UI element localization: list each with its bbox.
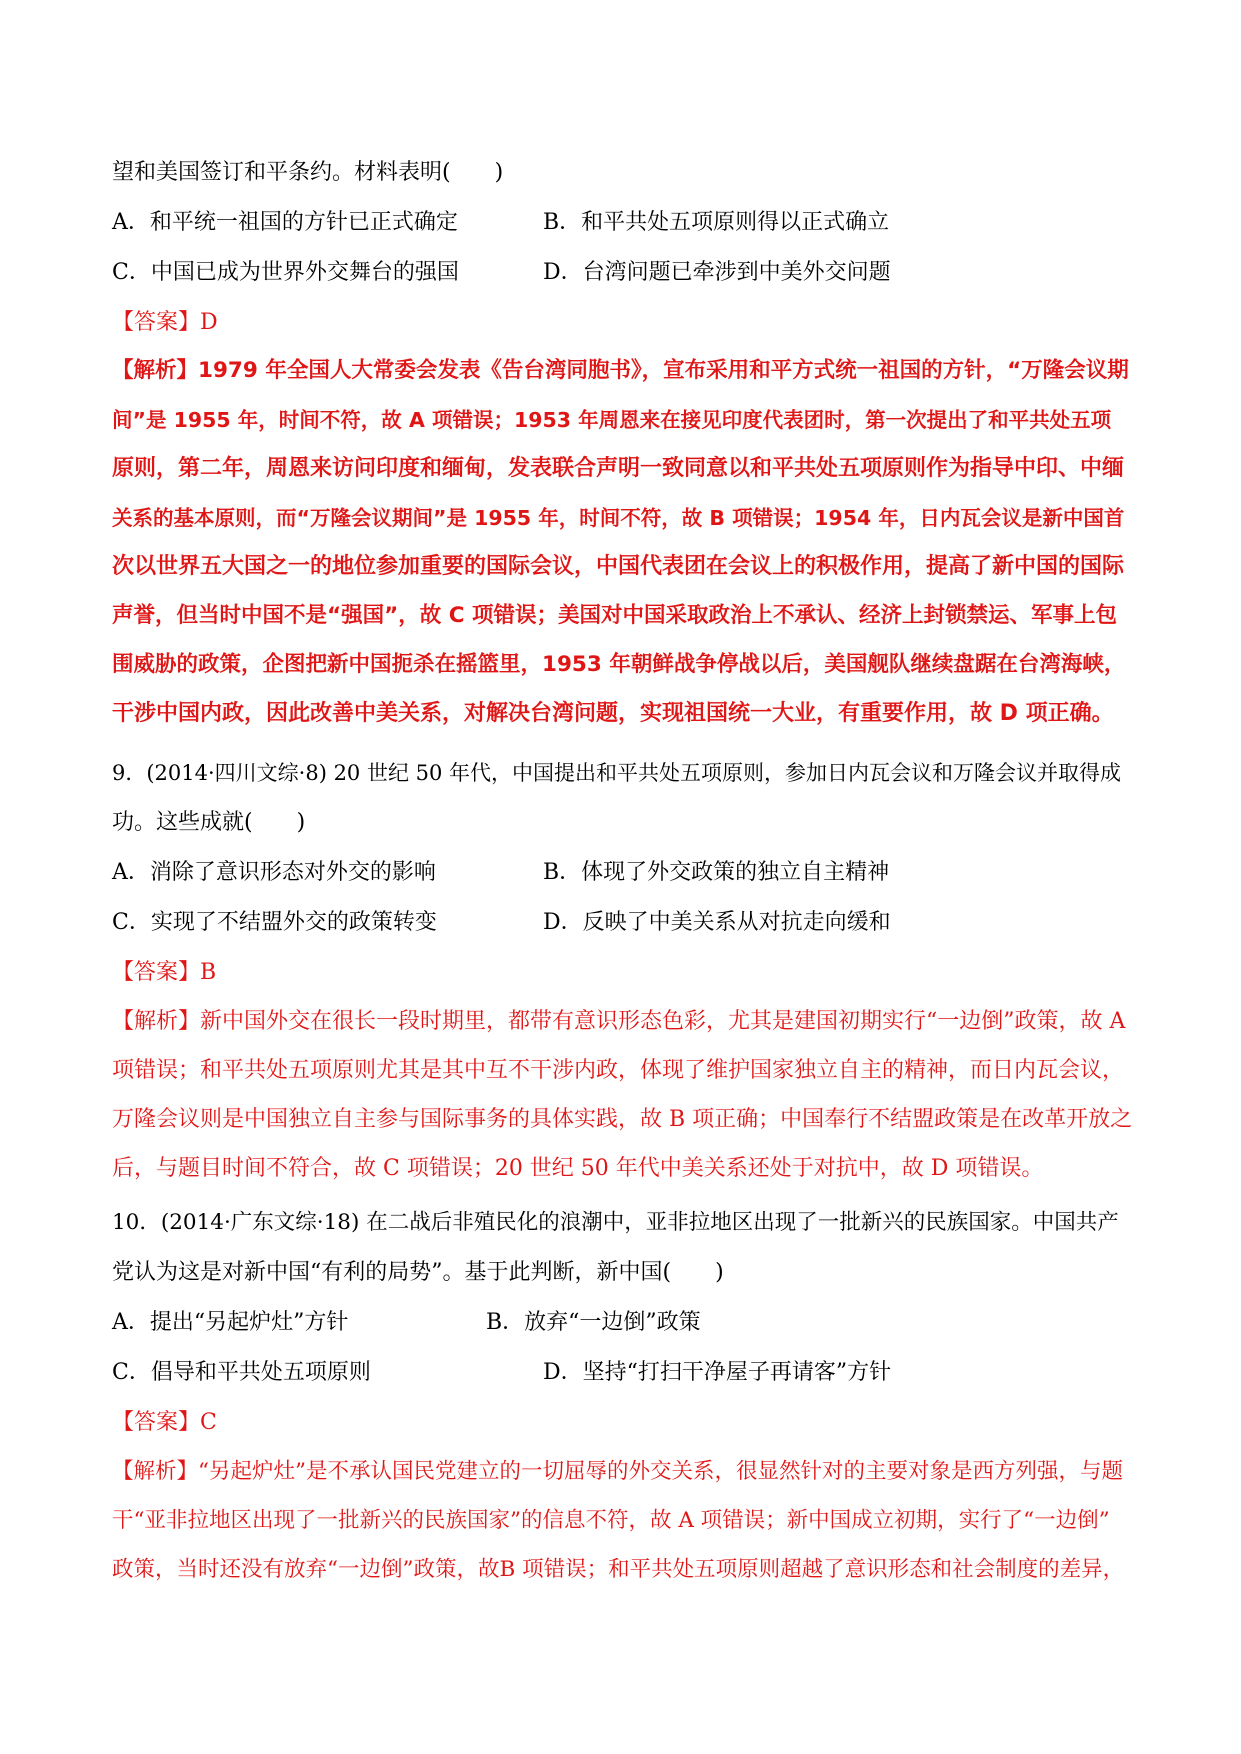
q9-analysis-line-3: 万隆会议则是中国独立自主参与国际事务的具体实践，故 B 项正确；中国奉行不结盟政策是在改革开放之: [112, 1107, 1133, 1132]
q9-answer-tag: 【答案】: [112, 960, 201, 985]
q10-stem-line-2: 党认为这是对新中国“有利的局势”。基于此判断，新中国( ): [112, 1260, 724, 1285]
q10-analysis-line-2: 干“亚非拉地区出现了一批新兴的民族国家”的信息不符，故 A 项错误；新中国成立初期，实行了“一边倒”: [112, 1508, 1110, 1533]
q9-answer: [112, 958, 1132, 988]
q8-option-b: B．和平共处五项原则得以正式确立: [543, 210, 890, 235]
q8-analysis-line-8: 干涉中国内政，因此改善中美关系，对解决台湾问题，实现祖国统一大业，有重要作用，故 D 项正确。: [112, 701, 1114, 726]
q8-analysis-line-6: 声誉，但当时中国不是“强国”，故 C 项错误；美国对中国采取政治上不承认、经济上封锁禁运、军事上包: [112, 603, 1118, 628]
q8-option-c: C．中国已成为世界外交舞台的强国: [112, 260, 459, 285]
q9-stem-line-2: 功。这些成就( ): [112, 810, 306, 835]
q8-analysis-line-5: 次以世界五大国之一的地位参加重要的国际会议，中国代表团在会议上的积极作用，提高了新中国的国际: [112, 554, 1125, 579]
q8-analysis-line-2: 间”是 1955 年，时间不符，故 A 项错误；1953 年周恩来在接见印度代表团时，第一次提出了和平共处五项: [112, 408, 1112, 432]
q9-analysis-line-1: 【解析】新中国外交在很长一段时期里，都带有意识形态色彩，尤其是建国初期实行“一边倒”政策，故 A: [112, 1009, 1126, 1034]
q9-option-d: D．反映了中美关系从对抗走向缓和: [543, 910, 891, 935]
q8-analysis-line-1: 【解析】1979 年全国人大常委会发表《告台湾同胞书》，宣布采用和平方式统一祖国的方针，“万隆会议期: [112, 358, 1129, 383]
q9-option-b: B．体现了外交政策的独立自主精神: [543, 860, 890, 885]
q8-answer-tag: 【答案】: [112, 310, 201, 335]
q10-answer-value: C: [200, 1410, 217, 1435]
q9-answer-value: B: [200, 960, 217, 985]
q9-analysis-line-2: 项错误；和平共处五项原则尤其是其中互不干涉内政，体现了维护国家独立自主的精神，而日内瓦会议，: [112, 1058, 1125, 1083]
q10-option-a: A．提出“另起炉灶”方针: [112, 1310, 349, 1335]
q8-answer-value: D: [200, 310, 218, 335]
q8-analysis-line-3: 原则，第二年，周恩来访问印度和缅甸，发表联合声明一致同意以和平共处五项原则作为指导中印、中缅: [112, 456, 1125, 481]
q10-option-d: D．坚持“打扫干净屋子再请客”方针: [543, 1360, 892, 1385]
q9-stem-line-1: 9．(2014·四川文综·8) 20 世纪 50 年代，中国提出和平共处五项原则，参加日内瓦会议和万隆会议并取得成: [112, 761, 1122, 785]
q8-analysis-line-4: 关系的基本原则，而“万隆会议期间”是 1955 年，时间不符，故 B 项错误；1954 年，日内瓦会议是新中国首: [112, 506, 1125, 530]
q10-answer-tag: 【答案】: [112, 1410, 201, 1435]
q10-stem-line-1: 10．(2014·广东文综·18) 在二战后非殖民化的浪潮中，亚非拉地区出现了一批新兴的民族国家。中国共产: [112, 1210, 1119, 1235]
q8-answer: [112, 308, 1132, 338]
q10-option-b: B．放弃“一边倒”政策: [486, 1310, 701, 1335]
q8-stem: 望和美国签订和平条约。材料表明( ): [112, 160, 504, 185]
q8-analysis-tag: 【解析】: [112, 358, 199, 383]
q10-analysis-line-3: 政策，当时还没有放弃“一边倒”政策，故B 项错误；和平共处五项原则超越了意识形态和社会制度的差异，: [112, 1557, 1125, 1582]
q10-option-c: C．倡导和平共处五项原则: [112, 1360, 371, 1385]
q8-option-a: A．和平统一祖国的方针已正式确定: [112, 210, 458, 235]
q9-analysis-line-4: 后，与题目时间不符合，故 C 项错误；20 世纪 50 年代中美关系还处于对抗中，故 D 项错误。: [112, 1156, 1044, 1181]
q10-answer: [112, 1408, 1132, 1438]
q10-analysis-line-1: 【解析】“另起炉灶”是不承认国民党建立的一切屈辱的外交关系，很显然针对的主要对象是西方列强，与题: [112, 1459, 1124, 1484]
q8-option-d: D．台湾问题已牵涉到中美外交问题: [543, 260, 891, 285]
q9-option-a: A．消除了意识形态对外交的影响: [112, 860, 436, 885]
q9-option-c: C．实现了不结盟外交的政策转变: [112, 910, 437, 935]
q10-analysis-tag: 【解析】: [112, 1459, 199, 1484]
q8-analysis-line-7: 围威胁的政策，企图把新中国扼杀在摇篮里，1953 年朝鲜战争停战以后，美国舰队继续盘踞在台湾海峡，: [112, 652, 1126, 677]
q9-analysis-tag: 【解析】: [112, 1009, 201, 1034]
